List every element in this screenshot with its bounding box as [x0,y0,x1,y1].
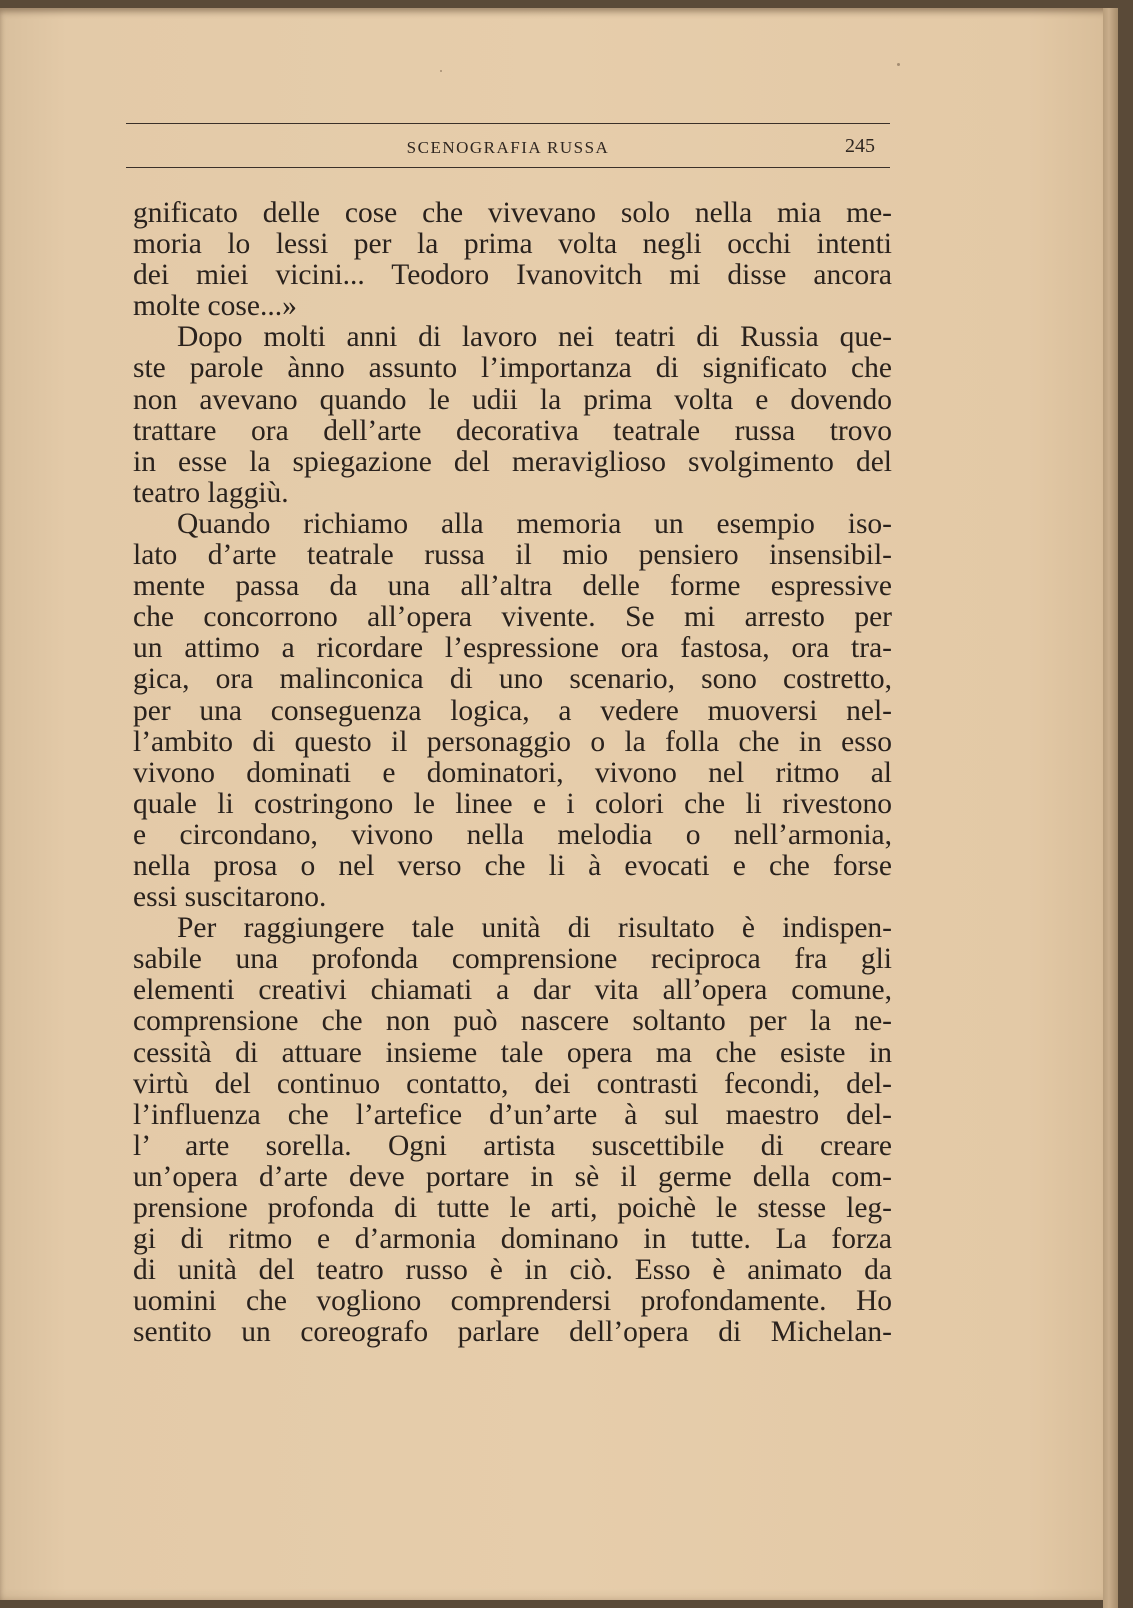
text-line: ste parole ànno assunto l’importanza di significato che [133,352,892,385]
paper-speck [897,63,900,66]
text-line: comprensione che non può nascere soltanto per la ne- [133,1005,892,1038]
text-line: che concorrono all’opera vivente. Se mi arresto per [133,601,892,634]
text-line: Dopo molti anni di lavoro nei teatri di Russia que- [177,321,892,354]
text-line: un’opera d’arte deve portare in sè il germe della com- [133,1160,892,1193]
text-line: Per raggiungere tale unità di risultato è indispen- [177,912,892,945]
text-line: uomini che vogliono comprendersi profondamente. Ho [133,1285,892,1318]
text-line: vivono dominati e dominatori, vivono nel ritmo al [133,756,892,789]
text-line: mente passa da una all’altra delle forme espressive [133,570,892,603]
text-line: elementi creativi chiamati a dar vita all’opera comune, [133,974,892,1007]
text-line: in esse la spiegazione del meraviglioso svolgimento del [133,445,892,478]
text-line: gi di ritmo e d’armonia dominano in tutte. La forza [133,1223,892,1256]
text-line: sabile una profonda comprensione reciproca fra gli [133,943,892,976]
header-rule-bottom [126,167,890,168]
header-rule-top [126,123,890,124]
text-line: un attimo a ricordare l’espressione ora fastosa, ora tra- [133,632,892,665]
text-line: quale li costringono le linee e i colori che li rivestono [133,787,892,820]
text-line: l’ arte sorella. Ogni artista suscettibile di creare [133,1129,892,1162]
body-text [133,198,892,1348]
text-line: l’ambito di questo il personaggio o la folla che in esso [133,725,892,758]
book-page [0,8,1118,1600]
text-line: nella prosa o nel verso che li à evocati e che forse [133,849,892,882]
text-line: essi suscitarono. [133,881,327,914]
text-line: virtù del continuo contatto, dei contrasti fecondi, del- [133,1067,892,1100]
text-line: moria lo lessi per la prima volta negli occhi intenti [133,228,892,261]
text-line: gica, ora malinconica di uno scenario, sono costretto, [133,663,892,696]
text-line: teatro laggiù. [133,476,289,509]
text-line: l’influenza che l’artefice d’un’arte à sul maestro del- [133,1098,892,1131]
text-line: dei miei vicini... Teodoro Ivanovitch mi disse ancora [133,259,892,292]
text-line: cessità di attuare insieme tale opera ma che esiste in [133,1036,892,1069]
running-title: SCENOGRAFIA RUSSA [406,138,610,157]
text-line: e circondano, vivono nella melodia o nell’armonia, [133,818,892,851]
text-line: lato d’arte teatrale russa il mio pensiero insensibil- [133,539,892,572]
text-line: molte cose...» [133,290,297,323]
text-line: Quando richiamo alla memoria un esempio iso- [177,507,892,540]
text-line: prensione profonda di tutte le arti, poichè le stesse leg- [133,1192,892,1224]
text-line: sentito un coreografo parlare dell’opera di Michelan- [133,1316,892,1349]
text-line: trattare ora dell’arte decorativa teatrale russa trovo [133,414,892,447]
text-line: gnificato delle cose che vivevano solo nella mia me- [133,197,892,229]
paper-speck [440,70,442,72]
page-number: 245 [845,135,875,157]
text-line: di unità del teatro russo è in ciò. Esso è animato da [133,1254,892,1287]
page-edge [1103,8,1118,1608]
text-line: per una conseguenza logica, a vedere muoversi nel- [133,694,892,727]
text-line: non avevano quando le udii la prima volta e dovendo [133,383,892,416]
